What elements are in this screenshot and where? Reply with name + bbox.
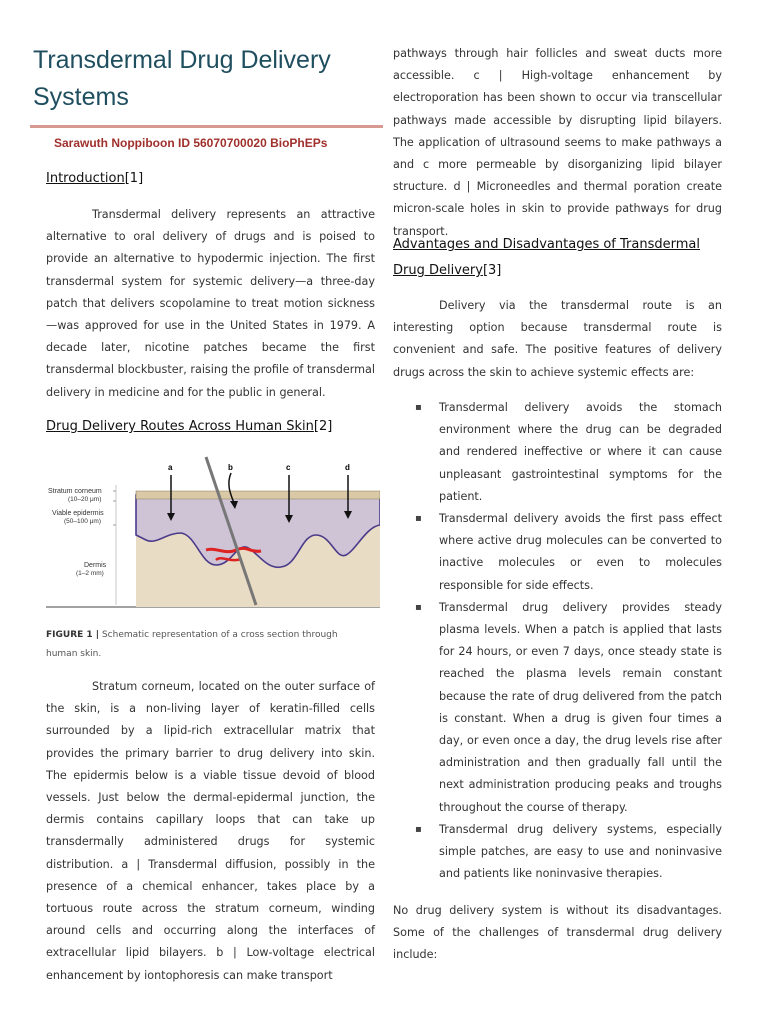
bullet-icon: ▪ [415, 601, 422, 613]
routes-paragraph-right: pathways through hair follicles and sweat ducts more accessible. c | High-voltage enhancement by electroporation has been shown to occur via transcellular pathways made accessible by disrupting lipid bilayers. The application of ultrasound seems to make pathways a and c more permeable by disorganizing lipid bilayer structure. d | Microneedles and thermal poration create micron-scale holes in skin to provide pathways for drug transport. [393, 47, 722, 238]
layer-viable-label: Viable epidermis [52, 510, 104, 517]
figure-label-a: a [168, 463, 173, 472]
list-item [393, 508, 722, 597]
layer-stratum-size: (10–20 μm) [68, 496, 102, 503]
list-item-text: Transdermal delivery avoids the stomach environment where the drug can be degraded and rendered ineffective or where it can cause unpleasant gastrointestinal symptoms for the patient. [439, 401, 722, 503]
intro-ref: [1] [124, 171, 144, 186]
figure-label-b: b [228, 463, 233, 472]
routes-ref: [2] [313, 419, 333, 434]
bullet-icon: ▪ [415, 513, 422, 525]
caption-label: FIGURE 1 | [46, 630, 100, 640]
advantages-heading-text: Advantages and Disadvantages of Transdermal Drug Delivery [393, 237, 700, 278]
layer-dermis-size: (1–2 mm) [76, 570, 104, 577]
list-item-text: Transdermal drug delivery provides steady plasma levels. When a patch is applied that lasts for 24 hours, or even 7 days, once steady state is reached the plasma levels remain constant because the rate of drug delivered from the patch is constant. When a drug is given four times a day, or even once a day, the drug levels rise after administration and then gradually fall until the next administration producing peaks and troughs throughout the course of therapy. [439, 600, 722, 814]
bullet-icon: ▪ [415, 402, 422, 413]
routes-heading [46, 414, 332, 440]
figure-label-c: c [286, 463, 291, 472]
list-item-text: Transdermal drug delivery systems, especially simple patches, are easy to use and noninvasive and patients like noninvasive therapies. [439, 822, 722, 881]
bullet-icon: ▪ [415, 823, 422, 835]
advantages-heading [393, 232, 722, 284]
layer-viable-size: (50–100 μm) [64, 518, 101, 525]
disadvantages-intro: No drug delivery system is without its disadvantages. Some of the challenges of transdermal drug delivery include: [393, 904, 722, 962]
author-line: Sarawuth Noppiboon ID 56070700020 BioPhEPs [54, 136, 328, 150]
intro-heading-text: Introduction [46, 171, 125, 186]
list-item [393, 819, 722, 886]
layer-stratum-label: Stratum corneum [48, 488, 102, 495]
advantages-ref: [3] [482, 263, 502, 278]
skin-cross-section-figure [46, 455, 380, 610]
title-divider [30, 125, 383, 128]
page-title: Transdermal Drug Delivery Systems [33, 46, 331, 111]
figure-label-d: d [345, 463, 350, 472]
routes-heading-text: Drug Delivery Routes Across Human Skin [46, 419, 314, 434]
figure-caption [46, 626, 366, 664]
list-item-text: Transdermal delivery avoids the first pass effect where active drug molecules can be converted to inactive molecules or even to molecules responsible for side effects. [439, 512, 722, 592]
list-item [393, 397, 722, 508]
advantages-intro: Delivery via the transdermal route is an interesting option because transdermal route is convenient and safe. The positive features of delivery drugs across the skin to achieve systemic effects are: [393, 299, 722, 379]
intro-heading [46, 166, 143, 192]
intro-paragraph: Transdermal delivery represents an attractive alternative to oral delivery of drugs and is poised to provide an alternative to hypodermic injection. The first transdermal system for systemic delivery—a three-day patch that delivers scopolamine to treat motion sickness—was approved for use in the United States in 1979. A decade later, nicotine patches became the first transdermal blockbuster, raising the profile of transdermal delivery in medicine and for the public in general. [46, 208, 375, 399]
list-item [393, 597, 722, 819]
layer-dermis-label: Dermis [84, 562, 107, 569]
routes-paragraph-left: Stratum corneum, located on the outer surface of the skin, is a non-living layer of keratin-filled cells surrounded by a lipid-rich extracellular matrix that provides the primary barrier to drug delivery into skin. The epidermis below is a viable tissue devoid of blood vessels. Just below the dermal-epidermal junction, the dermis contains capillary loops that can take up transdermally administered drugs for systemic distribution. a | Transdermal diffusion, possibly in the presence of a chemical enhancer, takes place by a tortuous route across the stratum corneum, winding around cells and occurring along the interfaces of extracellular lipid bilayers. b | Low-voltage electrical enhancement by iontophoresis can make transport [46, 680, 375, 982]
advantages-list [393, 397, 722, 885]
caption-text: Schematic representation of a cross section through human skin. [46, 630, 338, 659]
